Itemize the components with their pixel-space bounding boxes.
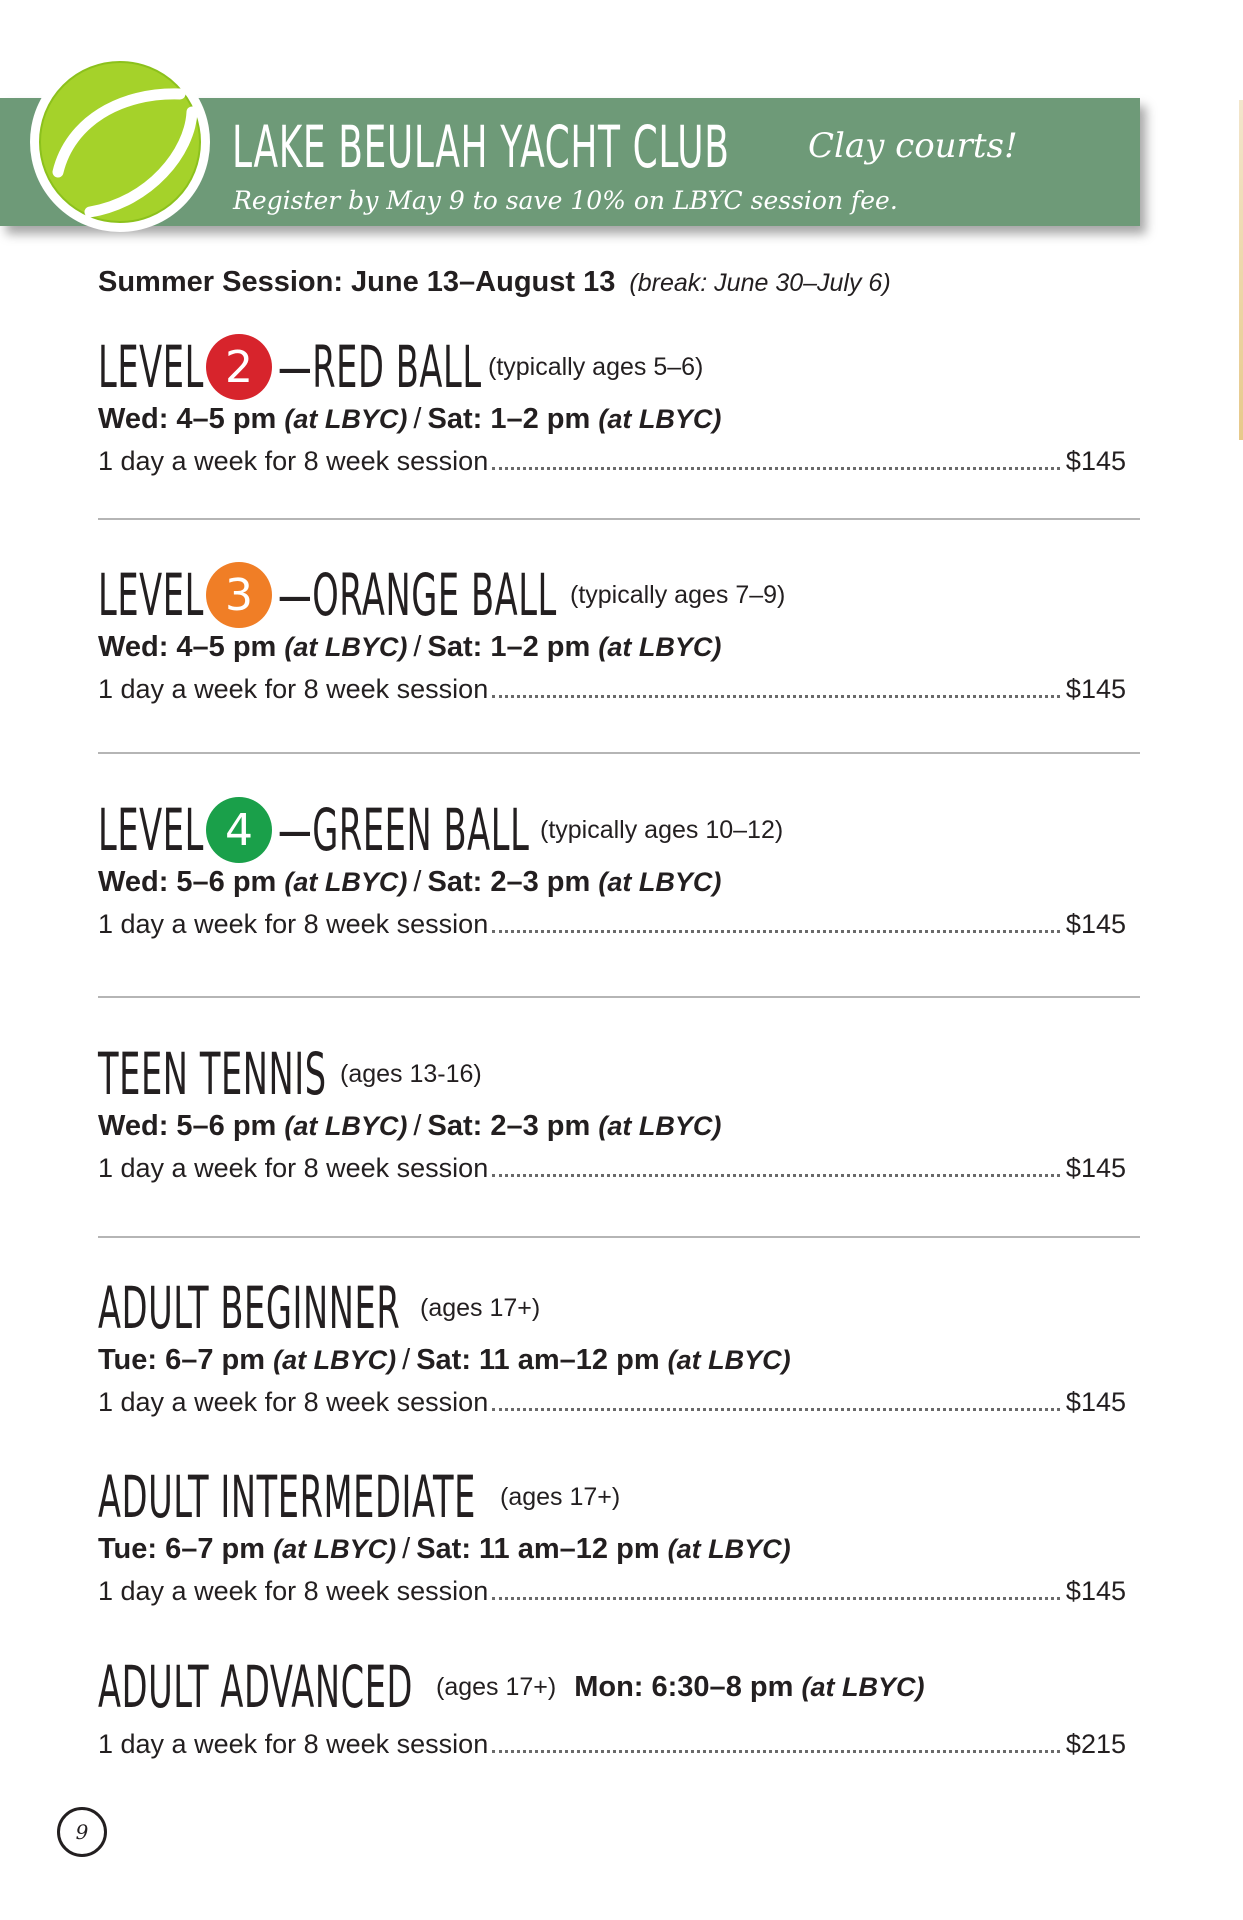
divider — [98, 518, 1140, 520]
dot-leader — [492, 1407, 1060, 1411]
level-name: —RED BALL — [278, 333, 482, 401]
level-badge: 4 — [206, 797, 272, 863]
adjacent-page-edge — [1239, 100, 1243, 440]
banner-tagline: Clay courts! — [808, 126, 1018, 166]
banner-subtitle: Register by May 9 to save 10% on LBYC session fee. — [233, 186, 898, 215]
price: $145 — [1065, 909, 1126, 939]
section-adult-intermediate — [98, 1465, 1138, 1607]
dot-leader — [492, 1173, 1060, 1177]
price-description: 1 day a week for 8 week session — [98, 909, 489, 939]
dot-leader — [492, 694, 1060, 698]
page-title: LAKE BEULAH YACHT CLUB — [232, 113, 730, 181]
price-description: 1 day a week for 8 week session — [98, 674, 489, 704]
session-break: (break: June 30–July 6) — [629, 269, 891, 297]
schedule-location: (at LBYC) — [801, 1671, 925, 1702]
schedule-location: (at LBYC) — [284, 867, 408, 897]
section-teen-tennis — [98, 1042, 1138, 1184]
section-ages: (ages 13-16) — [340, 1059, 482, 1088]
section-ages: (ages 17+) — [420, 1293, 541, 1322]
schedule-location: (at LBYC) — [284, 632, 408, 662]
dot-leader — [492, 466, 1060, 470]
page-number: 9 — [57, 1807, 107, 1857]
schedule-time: Sat: 2–3 pm — [427, 866, 591, 898]
dot-leader — [492, 1749, 1060, 1753]
price: $145 — [1065, 674, 1126, 704]
dot-leader — [492, 929, 1060, 933]
section-adult-beginner — [98, 1276, 1138, 1418]
schedule-time: Mon: 6:30–8 pm — [574, 1670, 794, 1703]
price-description: 1 day a week for 8 week session — [98, 1729, 489, 1759]
price-row — [98, 1387, 1126, 1418]
schedule-time: Sat: 11 am–12 pm — [416, 1533, 660, 1565]
price: $145 — [1065, 1387, 1126, 1417]
level-name: —ORANGE BALL — [278, 561, 557, 629]
schedule-location: (at LBYC) — [667, 1345, 791, 1375]
level-word: LEVEL — [98, 561, 204, 629]
session-label: Summer Session: June 13–August 13 — [98, 266, 616, 298]
schedule-location: (at LBYC) — [598, 1111, 722, 1141]
section-level-3 — [98, 563, 1138, 705]
section-title: TEEN TENNIS — [98, 1040, 327, 1108]
level-word: LEVEL — [98, 796, 204, 864]
schedule-time: Wed: 5–6 pm — [98, 866, 277, 898]
section-adult-advanced — [98, 1655, 1138, 1760]
price-row — [98, 909, 1126, 940]
schedule: Wed: 4–5 pm (at LBYC) / Sat: 1–2 pm (at LBYC) — [98, 631, 722, 663]
price: $145 — [1065, 446, 1126, 476]
schedule-time: Tue: 6–7 pm — [98, 1533, 266, 1565]
price-row — [98, 674, 1126, 705]
divider — [98, 752, 1140, 754]
schedule-time: Sat: 1–2 pm — [427, 403, 591, 435]
schedule-time: Wed: 4–5 pm — [98, 403, 277, 435]
schedule — [574, 1671, 924, 1704]
schedule: Wed: 4–5 pm (at LBYC) / Sat: 1–2 pm (at LBYC) — [98, 403, 722, 435]
level-ages: (typically ages 7–9) — [570, 580, 786, 609]
divider — [98, 996, 1140, 998]
section-title: ADULT INTERMEDIATE — [98, 1463, 476, 1531]
section-title: ADULT BEGINNER — [98, 1274, 401, 1342]
schedule-time: Sat: 2–3 pm — [427, 1110, 591, 1142]
price-description: 1 day a week for 8 week session — [98, 1153, 489, 1183]
schedule-location: (at LBYC) — [598, 404, 722, 434]
dot-leader — [492, 1596, 1060, 1600]
schedule-location: (at LBYC) — [273, 1534, 397, 1564]
divider — [98, 1236, 1140, 1238]
price-row — [98, 1153, 1126, 1184]
schedule-location: (at LBYC) — [598, 632, 722, 662]
level-badge: 3 — [206, 562, 272, 628]
price: $145 — [1065, 1153, 1126, 1183]
price-description: 1 day a week for 8 week session — [98, 1576, 489, 1606]
price: $145 — [1065, 1576, 1126, 1606]
schedule-location: (at LBYC) — [598, 867, 722, 897]
schedule-time: Sat: 1–2 pm — [427, 631, 591, 663]
level-word: LEVEL — [98, 333, 204, 401]
price-row — [98, 1729, 1126, 1760]
schedule-time: Sat: 11 am–12 pm — [416, 1344, 660, 1376]
level-ages: (typically ages 10–12) — [540, 815, 784, 844]
schedule-location: (at LBYC) — [667, 1534, 791, 1564]
schedule-time: Tue: 6–7 pm — [98, 1344, 266, 1376]
price-description: 1 day a week for 8 week session — [98, 1387, 489, 1417]
section-level-2 — [98, 335, 1138, 477]
level-ages: (typically ages 5–6) — [488, 352, 704, 381]
price: $215 — [1065, 1729, 1126, 1759]
price-description: 1 day a week for 8 week session — [98, 446, 489, 476]
level-name: —GREEN BALL — [278, 796, 530, 864]
section-title: ADULT ADVANCED — [98, 1653, 414, 1721]
schedule: Wed: 5–6 pm (at LBYC) / Sat: 2–3 pm (at LBYC) — [98, 866, 722, 898]
price-row — [98, 446, 1126, 477]
schedule-time: Wed: 5–6 pm — [98, 1110, 277, 1142]
section-ages: (ages 17+) — [500, 1482, 621, 1511]
schedule: Tue: 6–7 pm (at LBYC) / Sat: 11 am–12 pm (at LBYC) — [98, 1533, 791, 1565]
session-dates — [98, 266, 891, 299]
schedule-location: (at LBYC) — [284, 404, 408, 434]
section-ages: (ages 17+) — [436, 1672, 557, 1701]
price-row — [98, 1576, 1126, 1607]
tennis-ball-icon — [30, 52, 210, 232]
schedule-location: (at LBYC) — [284, 1111, 408, 1141]
schedule: Wed: 5–6 pm (at LBYC) / Sat: 2–3 pm (at LBYC) — [98, 1110, 722, 1142]
section-level-4 — [98, 798, 1138, 940]
schedule: Tue: 6–7 pm (at LBYC) / Sat: 11 am–12 pm (at LBYC) — [98, 1344, 791, 1376]
schedule-location: (at LBYC) — [273, 1345, 397, 1375]
level-badge: 2 — [206, 334, 272, 400]
schedule-time: Wed: 4–5 pm — [98, 631, 277, 663]
